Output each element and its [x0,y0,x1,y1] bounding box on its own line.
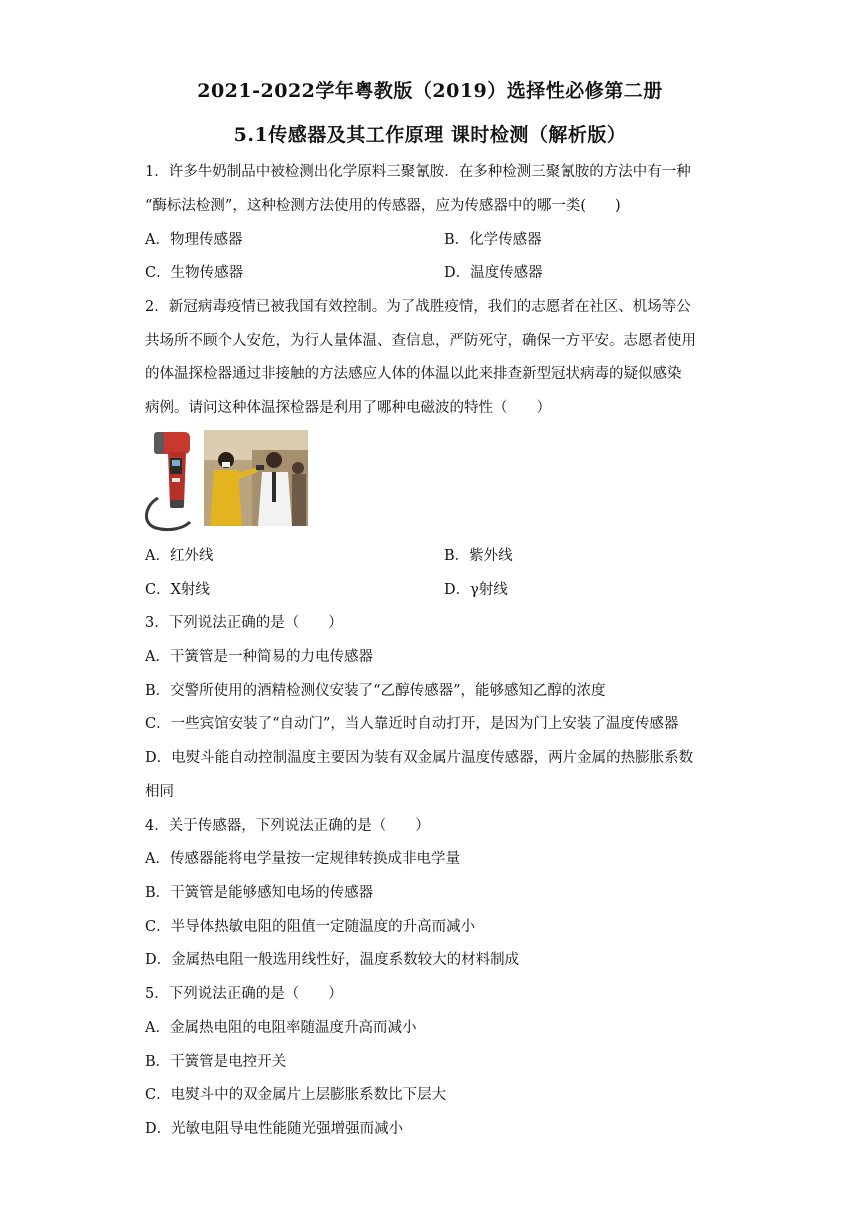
q5-option-d: D．光敏电阻导电性能随光强增强而减小 [145,1121,404,1137]
q2-option-a: A．红外线 [145,548,214,564]
q5-stem: 5．下列说法正确的是（ ） [145,986,343,1002]
q5-option-c: C．电熨斗中的双金属片上层膨胀系数比下层大 [145,1087,447,1103]
infrared-thermometer-image [140,428,198,534]
q1-option-d: D．温度传感器 [444,265,543,281]
q4-option-c: C．半导体热敏电阻的阻值一定随温度的升高而减小 [145,919,476,935]
q2-option-c: C．X射线 [145,582,210,598]
q2-stem-line1: 2．新冠病毒疫情已被我国有效控制。为了战胜疫情，我们的志愿者在社区、机场等公 [145,299,691,315]
q2-stem-line3: 的体温探检器通过非接触的方法感应人体的体温以此来排查新型冠状病毒的疑似感染 [145,366,682,382]
q2-option-d: D．γ射线 [444,582,508,598]
document-title-line2: 5.1传感器及其工作原理 课时检测（解析版） [233,124,627,146]
q5-option-b: B．干簧管是电控开关 [145,1054,287,1070]
q1-stem-line2: “酶标法检测”，这种检测方法使用的传感器，应为传感器中的哪一类( ) [145,198,621,214]
temperature-check-photo [204,430,308,526]
q1-option-a: A．物理传感器 [145,232,243,248]
q4-option-b: B．干簧管是能够感知电场的传感器 [145,885,374,901]
q1-stem-line1: 1．许多牛奶制品中被检测出化学原料三聚氰胺．在多种检测三聚氰胺的方法中有一种 [145,164,691,180]
q3-stem: 3．下列说法正确的是（ ） [145,615,343,631]
q3-option-d-line1: D．电熨斗能自动控制温度主要因为装有双金属片温度传感器，两片金属的热膨胀系数 [145,750,694,766]
q3-option-a: A．干簧管是一种简易的力电传感器 [145,649,373,665]
q3-option-b: B．交警所使用的酒精检测仪安装了“乙醇传感器”，能够感知乙醇的浓度 [145,683,606,699]
q2-stem-line4: 病例。请问这种体温探检器是利用了哪种电磁波的特性（ ） [145,400,551,416]
q1-option-c: C．生物传感器 [145,265,244,281]
q1-option-b: B．化学传感器 [444,232,542,248]
q4-stem: 4．关于传感器，下列说法正确的是（ ） [145,818,430,834]
document-title-line1: 2021-2022学年粤教版（2019）选择性必修第二册 [197,80,663,102]
q3-option-c: C．一些宾馆安装了“自动门”，当人靠近时自动打开，是因为门上安装了温度传感器 [145,716,679,732]
q4-option-a: A．传感器能将电学量按一定规律转换成非电学量 [145,851,460,867]
q2-figure [140,428,315,534]
q3-option-d-line2: 相同 [145,784,174,800]
q4-option-d: D．金属热电阻一般选用线性好，温度系数较大的材料制成 [145,952,520,968]
q5-option-a: A．金属热电阻的电阻率随温度升高而减小 [145,1020,417,1036]
q2-option-b: B．紫外线 [444,548,513,564]
q2-stem-line2: 共场所不顾个人安危，为行人量体温、查信息，严防死守，确保一方平安。志愿者使用 [145,333,696,349]
